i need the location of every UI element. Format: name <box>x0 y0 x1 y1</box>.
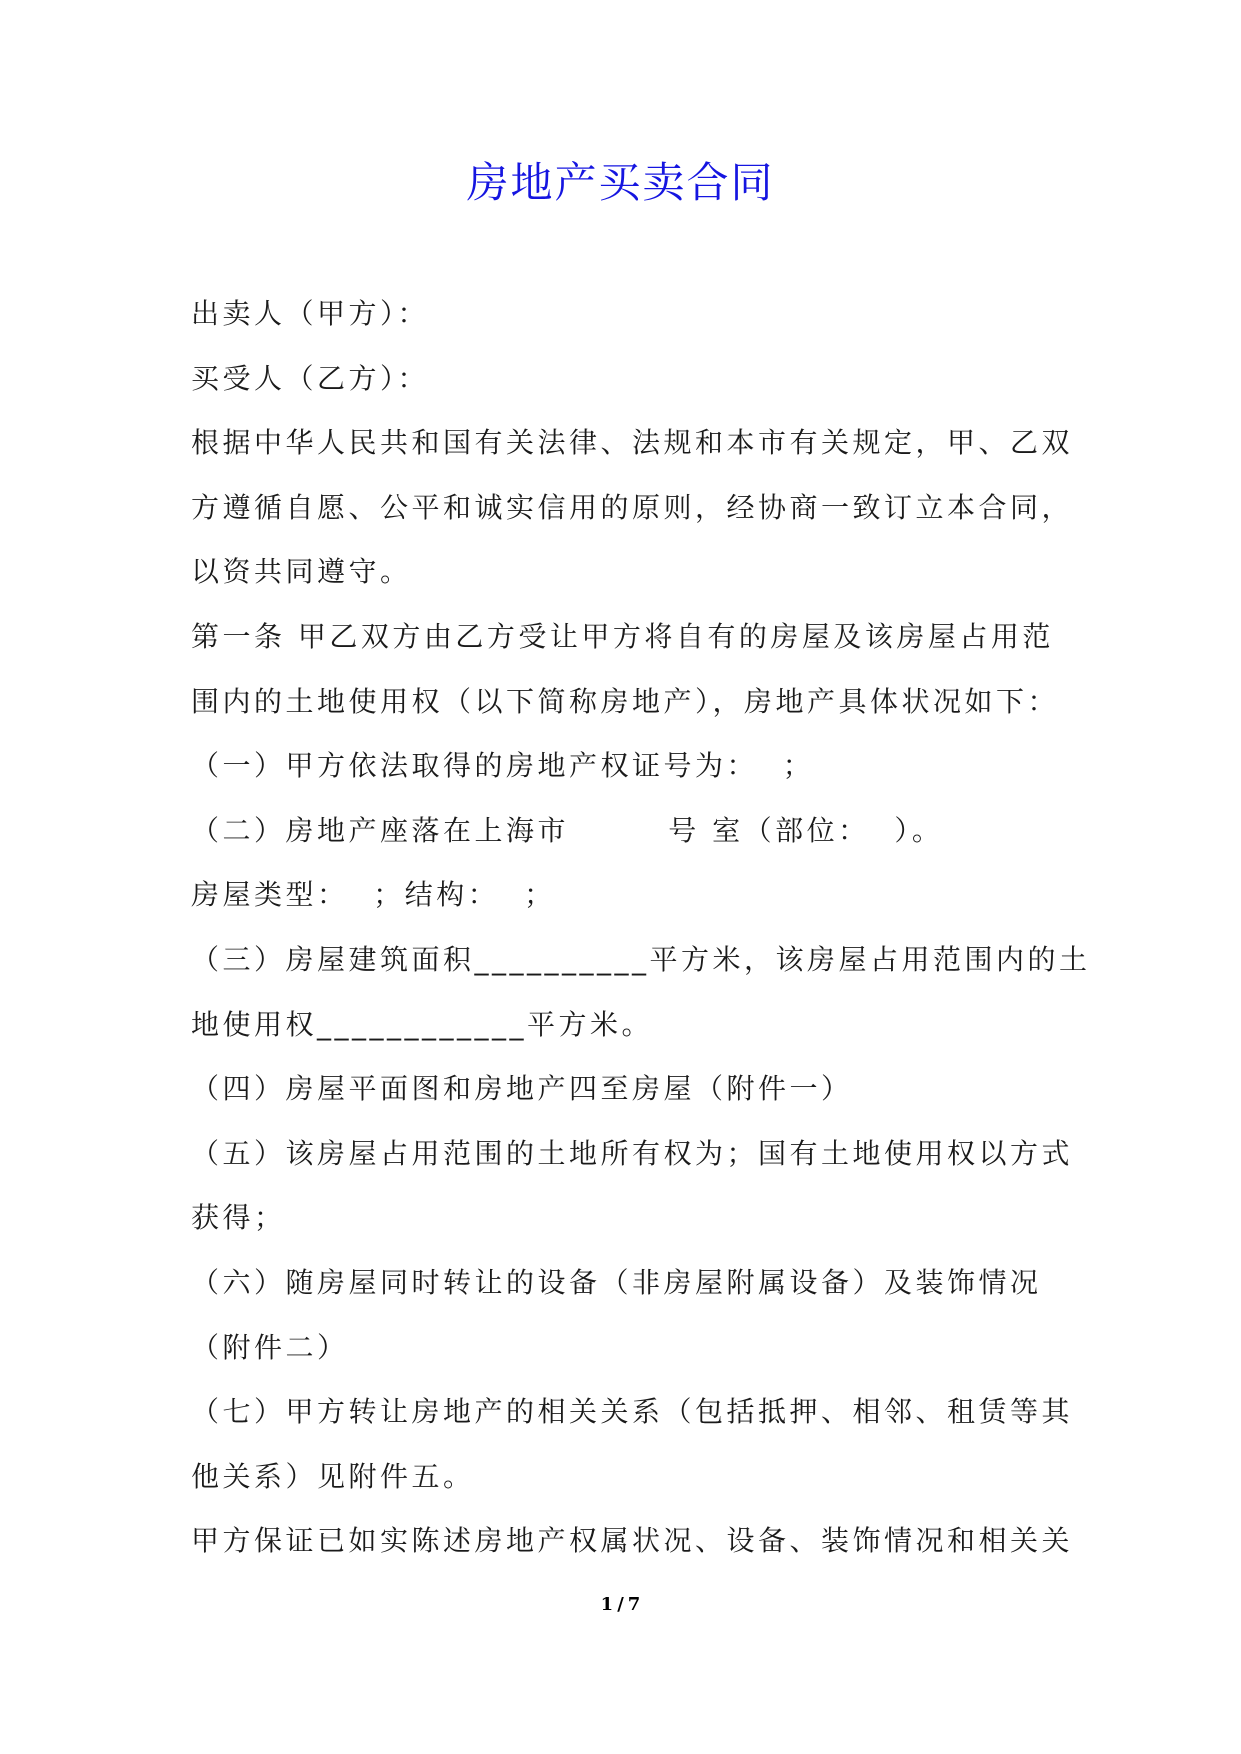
paragraph-line: 房屋类型： ；结构： ； <box>191 878 556 912</box>
paragraph-line: 获得； <box>191 1201 286 1235</box>
paragraph-line: 围内的土地使用权（以下简称房地产），房地产具体状况如下： <box>191 684 1060 718</box>
paragraph-line: 根据中华人民共和国有关法律、法规和本市有关规定，甲、乙双 <box>191 426 1074 460</box>
paragraph-line: （五）该房屋占用范围的土地所有权为；国有土地使用权以方式 <box>191 1136 1074 1170</box>
paragraph-line: （七）甲方转让房地产的相关关系（包括抵押、相邻、租赁等其 <box>191 1395 1074 1429</box>
paragraph-line: （附件二） <box>191 1330 349 1364</box>
total-pages-number: 7 <box>627 1594 641 1615</box>
page-separator: / <box>617 1594 624 1615</box>
document-body <box>191 282 1091 1574</box>
paragraph-line: （六）随房屋同时转让的设备（非房屋附属设备）及装饰情况 <box>191 1265 1042 1299</box>
paragraph-line: 甲方保证已如实陈述房地产权属状况、设备、装饰情况和相关关 <box>191 1524 1074 1558</box>
paragraph-line: （三）房屋建筑面积__________平方米，该房屋占用范围内的土 <box>191 942 1091 976</box>
paragraph-line: 方遵循自愿、公平和诚实信用的原则，经协商一致订立本合同， <box>191 490 1074 524</box>
paragraph-line: （二）房地产座落在上海市 号 室（部位： ）。 <box>191 813 944 847</box>
current-page-number: 1 <box>600 1594 614 1615</box>
paragraph-line: （四）房屋平面图和房地产四至房屋（附件一） <box>191 1072 853 1106</box>
document-title: 房地产买卖合同 <box>466 158 775 207</box>
paragraph-line: 买受人（乙方）： <box>191 361 430 395</box>
paragraph-line: 以资共同遵守。 <box>191 555 412 589</box>
paragraph-line: 他关系）见附件五。 <box>191 1459 475 1493</box>
page-number <box>0 1594 1241 1615</box>
paragraph-line: 地使用权____________平方米。 <box>191 1007 654 1041</box>
paragraph-line: （一）甲方依法取得的房地产权证号为： ； <box>191 749 815 783</box>
paragraph-line: 出卖人（甲方）： <box>191 297 430 330</box>
paragraph-line: 第一条 甲乙双方由乙方受让甲方将自有的房屋及该房屋占用范 <box>191 619 1054 653</box>
